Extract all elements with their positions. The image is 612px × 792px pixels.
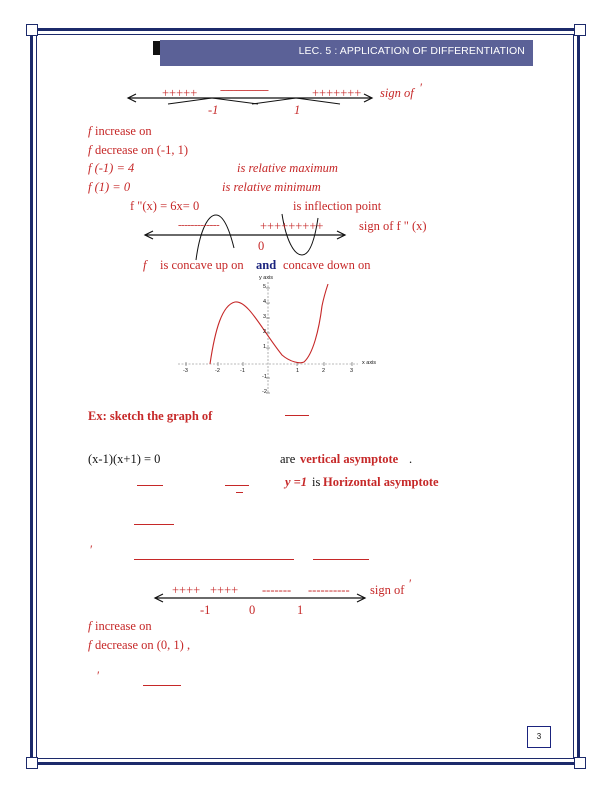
page-number-box [527,726,551,748]
value-f-neg1: f (-1) = 4 [88,161,135,175]
relative-minimum: is relative minimum [222,180,321,194]
sign3-tick-neg1: -1 [200,603,211,617]
sign2-tick-0: 0 [258,239,265,253]
decrease-text: decrease on (-1, 1) [95,143,189,157]
increase-text: increase on [95,124,152,138]
sign3-prime: ′ [409,577,412,591]
graph-y-tick: 2 [263,329,267,335]
graph-y-tick: 1 [263,344,267,350]
is-text: is [312,475,321,489]
f-symbol: f [88,619,92,633]
factored-equation: (x-1)(x+1) = 0 [88,452,161,466]
example-title: Ex: sketch the graph of [88,409,213,423]
fraction-bar [143,685,181,686]
graph-y-tick: 5 [263,284,267,290]
graph-x-label: x axis [362,360,377,366]
sign3-minus-b: ---------- [308,583,350,597]
sign1-minus: ------------------ [220,84,268,96]
f-symbol: f [88,124,92,138]
sign1-tick-neg1: -1 [208,103,219,117]
sign1-prime: ′ [420,81,423,95]
are-text: are [280,452,296,466]
sign1-plus-right: +++++++ [312,86,362,100]
value-f-1: f (1) = 0 [88,180,131,194]
graph-y-label: y axis [259,275,274,281]
corner-ornament-br [574,757,586,769]
graph-x-tick: 1 [296,368,300,374]
graph-x-tick: -3 [183,368,188,374]
relative-maximum: is relative maximum [237,161,338,175]
sign3-tick-0: 0 [249,603,256,617]
graph-x-tick: -2 [215,368,220,374]
graph-y-tick: 4 [263,299,267,305]
graph-y-tick: -2 [262,389,267,395]
graph-y-tick: -1 [262,374,267,380]
graph-x-tick: 2 [322,368,326,374]
sign2-minus: ------------- [178,219,220,231]
second-derivative: f "(x) = 6x= 0 [130,199,200,213]
concave-and: and [256,258,277,272]
increase-text-2: increase on [95,619,152,633]
graph-x-tick: -1 [240,368,245,374]
sign3-tick-1: 1 [297,603,304,617]
decrease-text-2: decrease on (0, 1) , [95,638,191,652]
f-symbol: f [143,258,147,272]
sign3-label: sign of [370,583,405,597]
inflection-point: is inflection point [293,199,382,213]
sign3-plus-b: ++++ [210,583,239,597]
derivative-prime: ′ [90,543,93,557]
sign1-plus-left: +++++ [162,86,198,100]
page-number: 3 [536,732,542,741]
period: . [409,452,413,466]
horizontal-asymptote: Horizontal asymptote [323,475,439,489]
f-symbol: f [88,638,92,652]
sign2-plus: +++++++++ [260,219,324,233]
f-symbol: f [88,143,92,157]
sign1-label: sign of [380,86,414,100]
sign3-plus-a: ++++ [172,583,201,597]
corner-ornament-bl [26,757,38,769]
concave-down-text: concave down on [283,258,371,272]
graph-x-tick: 3 [350,368,354,374]
sign2-label: sign of f " (x) [359,219,427,233]
sign3-minus-a: ------- [262,583,292,597]
horizontal-asymptote-eq: y =1 [285,475,308,489]
sign1-tick-1: 1 [294,103,301,117]
header-title: LEC. 5 : APPLICATION OF DIFFERENTIATION [298,45,525,57]
second-prime: ′ [97,669,100,683]
concave-up-text: is concave up on [160,258,244,272]
graph-y-tick: 3 [263,314,267,320]
vertical-asymptote: vertical asymptote [300,452,399,466]
